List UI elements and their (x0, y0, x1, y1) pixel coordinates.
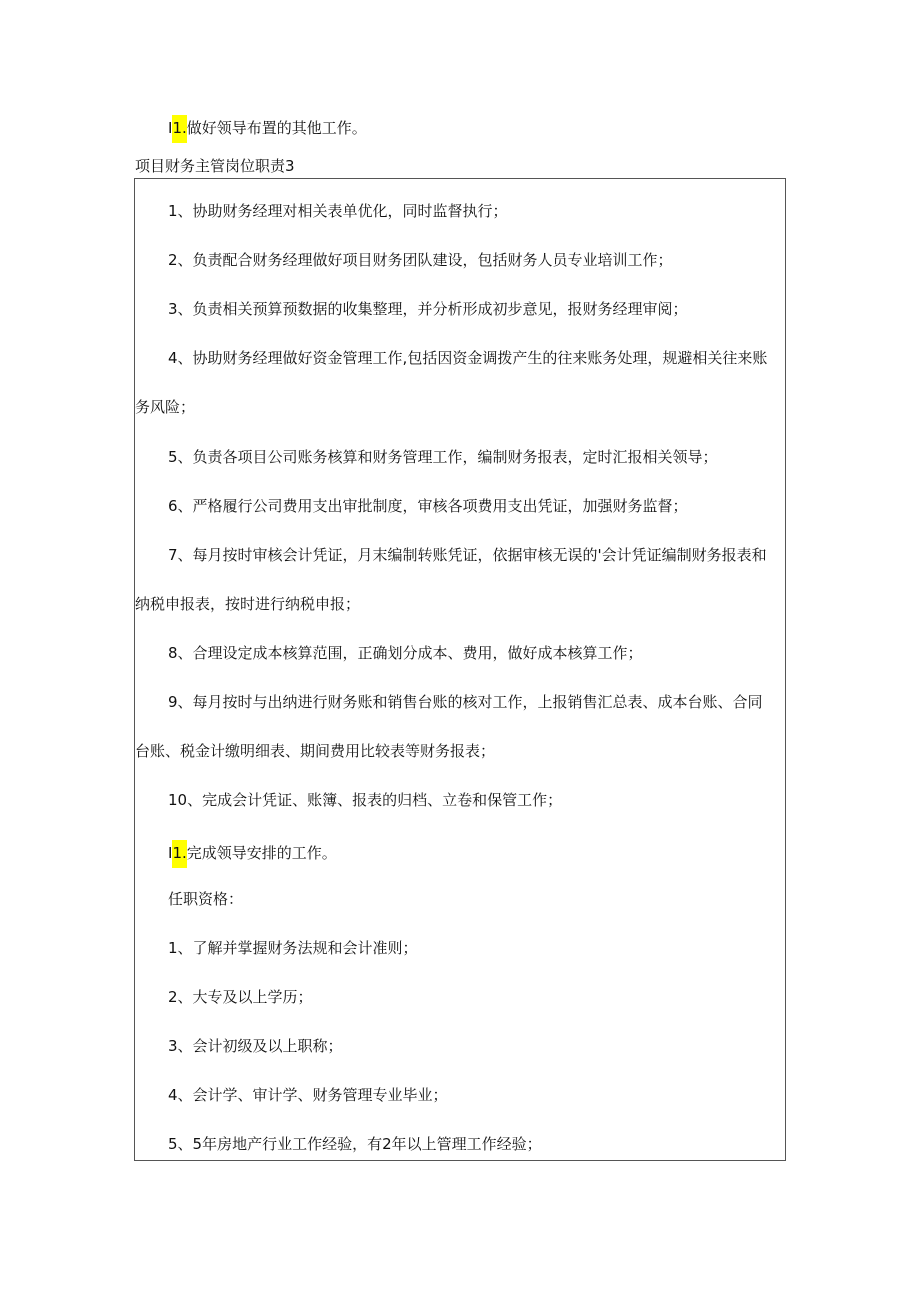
duty-line: 台账、税金计缴明细表、期间费用比较表等财务报表； (135, 742, 496, 760)
duty-line: 3、负责相关预算预数据的收集整理，并分析形成初步意见，报财务经理审阅； (168, 300, 688, 318)
top-item-prefix: I (168, 119, 173, 137)
duty-line: 5、负责各项目公司账务核算和财务管理工作，编制财务报表，定时汇报相关领导； (168, 448, 718, 466)
duty-line: 6、严格履行公司费用支出审批制度，审核各项费用支出凭证，加强财务监督； (168, 497, 688, 515)
qualification-line: 5、5年房地产行业工作经验，有2年以上管理工作经验； (168, 1135, 542, 1153)
duty-line: 务风险； (135, 398, 196, 416)
qualifications-title: 任职资格： (168, 890, 244, 908)
duty-line: 纳税申报表，按时进行纳税申报； (135, 595, 361, 613)
top-item-highlight: 1. (172, 115, 186, 143)
section-title: 项目财务主管岗位职责3 (135, 157, 295, 175)
item11-prefix: I (168, 844, 173, 862)
duty-line: 2、负责配合财务经理做好项目财务团队建设，包括财务人员专业培训工作； (168, 251, 673, 269)
item11-highlight: 1. (172, 840, 186, 868)
qualification-line: 2、大专及以上学历； (168, 988, 313, 1006)
duty-line: 10、完成会计凭证、账簿、报表的归档、立卷和保管工作； (168, 791, 563, 809)
duty-line: 7、每月按时审核会计凭证，月末编制转账凭证，依据审核无误的'会计凭证编制财务报表和 (168, 546, 767, 564)
qualification-line: 1、了解并掌握财务法规和会计准则； (168, 939, 418, 957)
content-box (134, 178, 786, 1161)
item11-text: 完成领导安排的工作。 (186, 844, 337, 862)
qualification-line: 3、会计初级及以上职称； (168, 1037, 343, 1055)
duty-line: 9、每月按时与出纳进行财务账和销售台账的核对工作，上报销售汇总表、成本台账、合同 (168, 693, 763, 711)
qualification-line: 4、会计学、审计学、财务管理专业毕业； (168, 1086, 448, 1104)
duty-line: 4、协助财务经理做好资金管理工作,包括因资金调拨产生的往来账务处理，规避相关往来账 (168, 349, 768, 367)
duty-line: 1、协助财务经理对相关表单优化，同时监督执行； (168, 202, 508, 220)
duty-line: 8、合理设定成本核算范围，正确划分成本、费用，做好成本核算工作； (168, 644, 643, 662)
top-item (168, 115, 367, 143)
duty-item-11 (168, 840, 337, 868)
top-item-text: 做好领导布置的其他工作。 (186, 119, 367, 137)
